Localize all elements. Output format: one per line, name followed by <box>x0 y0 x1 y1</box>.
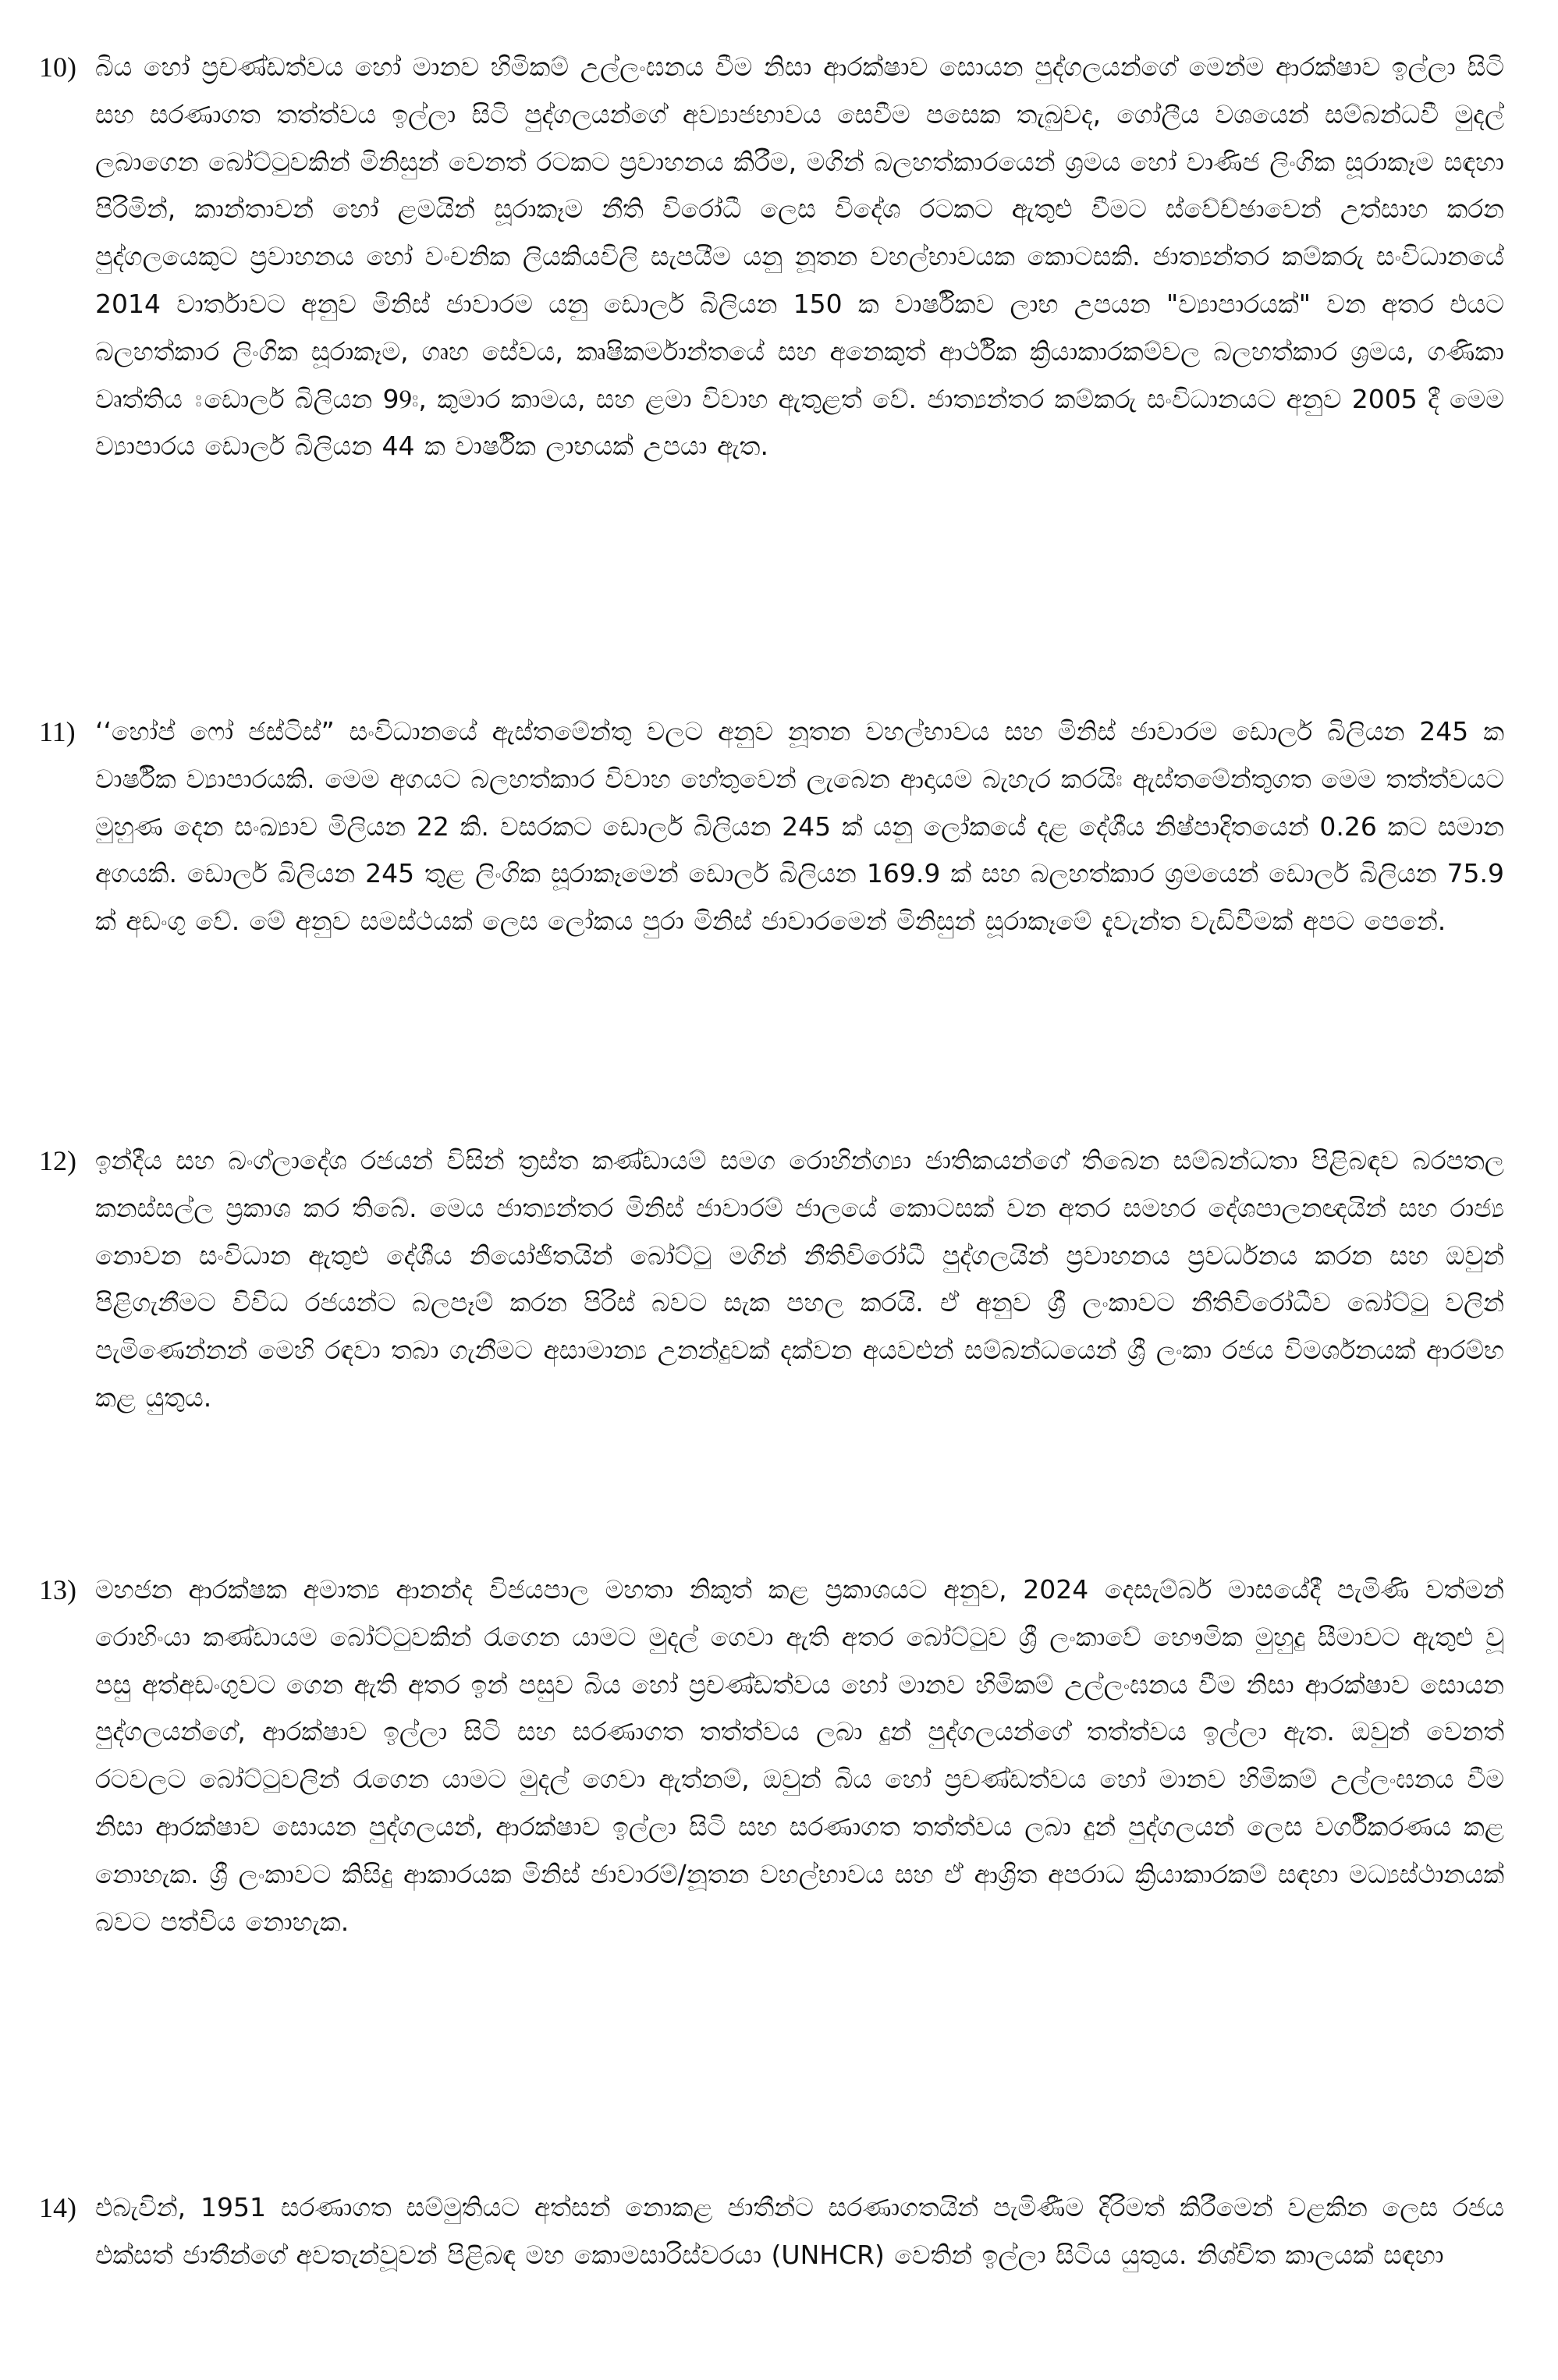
paragraph-number: 10) <box>39 51 76 83</box>
paragraph-number: 11) <box>39 716 76 747</box>
paragraph-text: බිය හෝ ප්‍රචණ්ඩත්වය හෝ මානව හිමිකම් උල්ලංඝනය වීම නිසා ආරක්ෂාව සොයන පුද්ගලයන්ගේ මෙන්ම ආරක්ෂාව ඉල්ලා සිටි සහ සරණාගත තත්ත්වය ඉල්ලා සිටි පුද්ගලයන්ගේ අව්‍යාජභාවය සෙවීම පසෙක තැබුවද, ගෝලීය වශයෙන් සම්බන්ධවී මුදල් ලබාගෙන බෝට්ටුවකින් මිනිසුන් වෙනත් රටකට ප්‍රවාහනය කිරීම, මගින් බලහත්කාරයෙන් ශ්‍රමය හෝ වාණිජ ලිංගික සූරාකෑම සඳහා පිරිමින්, කාන්තාවන් හෝ ළමයින් සූරාකෑම නීති විරෝධී ලෙස විදේශ රටකට ඇතුළු වීමට ස්වේච්ඡාවෙන් උත්සාහ කරන පුද්ගලයෙකුට ප්‍රවාහනය හෝ වංචනික ලියකියවිලි සැපයීම යනු නූතන වහල්භාවයක කොටසකි. ජාත්‍යන්තර කම්කරු සංවිධානයේ 2014 වාර්තාවට අනුව මිනිස් ජාවාරම යනු ඩොලර් බිලියන 150 ක වාර්ෂිකව ලාභ උපයන "ව්‍යාපාරයක්" වන අතර එයට බලහත්කාර ලිංගික සූරාකෑම, ගෘහ සේවය, කෘෂිකර්මාන්තයේ සහ අනෙකුත් ආර්ථික ක්‍රියාකාරකම්වල බලහත්කාර ශ්‍රමය, ගණිකා වෘත්තිය ඃඩොලර් බිලියන 99ඃ, කුමාර කාමය, සහ ළමා විවාහ ඇතුළත් වේ. ජාත්‍යන්තර කම්කරු සංවිධානයට අනුව 2005 දී මෙම ව්‍යාපාරය ඩොලර් බිලියන 44 ක වාර්ෂික ලාභයක් උපයා ඇත. <box>95 51 1504 462</box>
paragraph-text: එබැවින්, 1951 සරණාගත සම්මුතියට අත්සන් නොකළ ජාතීන්ට සරණාගතයින් පැමිණීම දිරිමත් කිරීමෙන් වළකින ලෙස රජය එක්සත් ජාතීන්ගේ අවතැන්වූවන් පිළිබඳ මහ කොමසාරිස්වරයා (UNHCR) වෙතින් ඉල්ලා සිටිය යුතුය. නිශ්චිත කාලයක් සඳහා <box>95 2192 1504 2270</box>
paragraph-number: 12) <box>39 1145 76 1176</box>
paragraph-number: 13) <box>39 1574 76 1605</box>
paragraph-text: ‘‘හෝප් ෆෝ ජස්ටිස්” සංවිධානයේ ඇස්තමේන්තු වලට අනුව නූතන වහල්භාවය සහ මිනිස් ජාවාරම ඩොලර් බිලියන 245 ක වාර්ෂික ව්‍යාපාරයකි. මෙම අගයට බලහත්කාර විවාහ හේතුවෙන් ලැබෙන ආදායම බැහැර කරයිඃ ඇස්තමේන්තුගත මෙම තත්ත්වයට මුහුණ දෙන සංඛ්‍යාව මිලියන 22 කි. වසරකට ඩොලර් බිලියන 245 ක් යනු ලෝකයේ දළ දේශීය නිෂ්පාදිතයෙන් 0.26 කට සමාන අගයකි. ඩොලර් බිලියන 245 තුළ ලිංගික සූරාකෑමෙන් ඩොලර් බිලියන 169.9 ක් සහ බලහත්කාර ශ්‍රමයෙන් ඩොලර් බිලියන 75.9 ක් අඩංගු වේ. මේ අනුව සමස්ථයක් ලෙස ලෝකය පුරා මිනිස් ජාවාරමෙන් මිනිසුන් සූරාකෑමේ දැවැන්ත වැඩිවීමක් අපට පෙනේ. <box>95 716 1504 937</box>
paragraph-text: ඉන්දීය සහ බංග්ලාදේශ රජයන් විසින් ත්‍රස්ත කණ්ඩායම් සමග රොහින්ග්‍යා ජාතිකයන්ගේ තිබෙන සම්බන්ධතා පිළිබඳව බරපතල කනස්සල්ල ප්‍රකාශ කර තිබේ. මෙය ජාත්‍යන්තර මිනිස් ජාවාරම් ජාලයේ කොටසක් වන අතර සමහර දේශපාලනඥයින් සහ රාජ්‍ය නොවන සංවිධාන ඇතුළු දේශීය නියෝජිතයින් බෝට්ටු මගින් නීතිවිරෝධී පුද්ගලයින් ප්‍රවාහනය ප්‍රවර්ධනය කරන සහ ඔවුන් පිළිගැනීමට විවිධ රජයන්ට බලපෑම් කරන පිරිස් බවට සැක පහල කරයි. ඒ අනුව ශ්‍රී ලංකාවට නීතිවිරෝධීව බෝට්ටු වලින් පැමිණෙන්නන් මෙහි රඳවා තබා ගැනීමට අසාමාන්‍ය උනන්දුවක් දක්වන අයවළුන් සම්බන්ධයෙන් ශ්‍රී ලංකා රජය විමර්ශනයක් ආරම්භ කළ යුතුය. <box>95 1145 1504 1413</box>
paragraph-text: මහජන ආරක්ෂක අමාත්‍ය ආනන්ද විජයපාල මහතා නිකුත් කළ ප්‍රකාශයට අනුව, 2024 දෙසැම්බර් මාසයේදී පැමිණි වත්මන් රොහිංයා කණ්ඩායම බෝට්ටුවකින් රැගෙන යාමට මුදල් ගෙවා ඇති අතර බෝට්ටුව ශ්‍රී ලංකාවේ භෞමික මුහුදු සීමාවට ඇතුළු වූ පසු අත්අඩංගුවට ගෙන ඇති අතර ඉන් පසුව බිය හෝ ප්‍රචණ්ඩත්වය හෝ මානව හිමිකම් උල්ලංඝනය වීම නිසා ආරක්ෂාව සොයන පුද්ගලයන්ගේ, ආරක්ෂාව ඉල්ලා සිටි සහ සරණාගත තත්ත්වය ලබා දුන් පුද්ගලයන්ගේ තත්ත්වය ඉල්ලා ඇත. ඔවුන් වෙනත් රටවලට බෝට්ටුවලින් රැගෙන යාමට මුදල් ගෙවා ඇත්නම්, ඔවුන් බිය හෝ ප්‍රචණ්ඩත්වය හෝ මානව හිමිකම් උල්ලංඝනය වීම නිසා ආරක්ෂාව සොයන පුද්ගලයන්, ආරක්ෂාව ඉල්ලා සිටි සහ සරණාගත තත්ත්වය ලබා දුන් පුද්ගලයන් ලෙස වර්ගීකරණය කළ නොහැක. ශ්‍රී ලංකාවට කිසිදු ආකාරයක මිනිස් ජාවාරම්/නූතන වහල්භාවය සහ ඒ ආශ්‍රිත අපරාධ ක්‍රියාකාරකම් සඳහා මධ්‍යස්ථානයක් බවට පත්විය නොහැක. <box>95 1574 1504 1937</box>
paragraph-number: 14) <box>39 2192 76 2223</box>
